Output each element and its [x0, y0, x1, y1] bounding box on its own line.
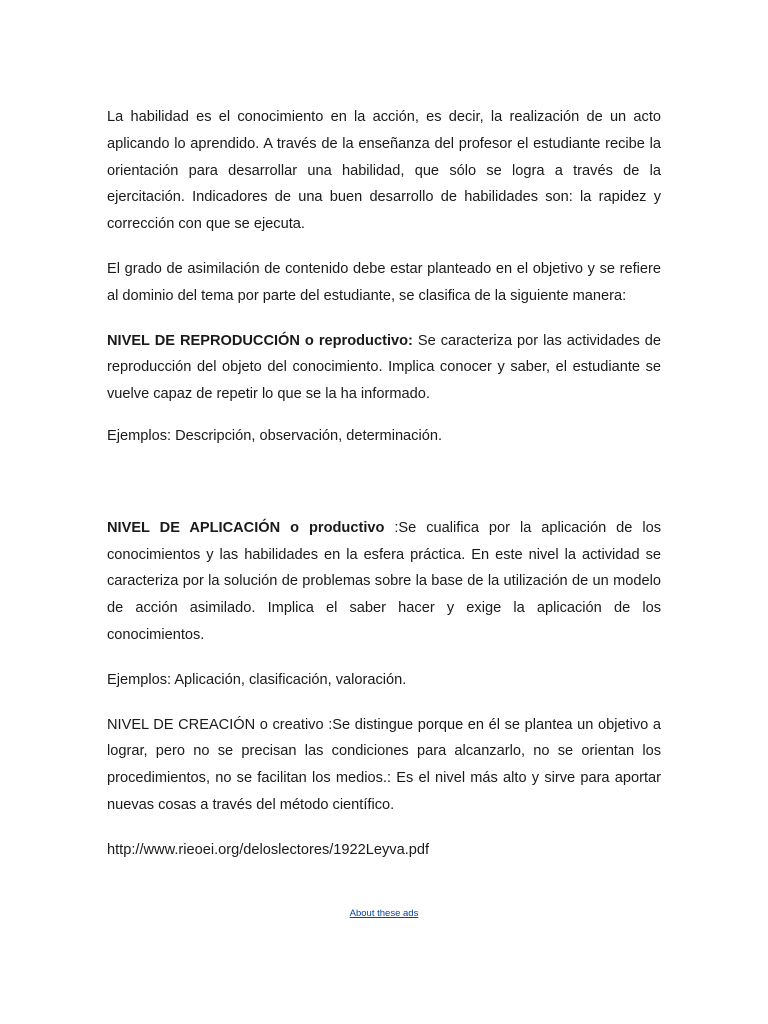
paragraph-nivel-aplicacion [107, 515, 661, 649]
paragraph-habilidad: La habilidad es el conocimiento en la acción, es decir, la realización de un acto aplicando lo aprendido. A través de la enseñanza del profesor el estudiante recibe la orientación para desarrollar una habilidad, que sólo se logra a través de la ejercitación. Indicadores de una buen desarrollo de habilidades son: la rapidez y corrección con que se ejecuta. [107, 109, 661, 233]
nivel-reproduccion-text: Se caracteriza por las actividades de reproducción del objeto del conocimiento. Implica conocer y saber, el estudiante se vuelve capaz de repetir lo que se la ha informado. [107, 332, 662, 403]
about-ads-link[interactable]: About these ads [349, 908, 419, 919]
paragraph-ejemplos-reproduccion: Ejemplos: Descripción, observación, determinación. [107, 427, 443, 444]
source-url: http://www.rieoei.org/deloslectores/1922Leyva.pdf [107, 841, 430, 858]
nivel-aplicacion-text: :Se cualifica por la aplicación de los conocimientos y las habilidades en la esfera práctica. En este nivel la actividad se caracteriza por la solución de problemas sobre la base de la utilización de un modelo de acción asimilado. Implica el saber hacer y exige la aplicación de los conocimientos. [107, 519, 661, 643]
nivel-aplicacion-heading: NIVEL DE APLICACIÓN o productivo [107, 519, 385, 536]
ads-notice [0, 908, 768, 919]
paragraph-grado-asimilacion: El grado de asimilación de contenido debe estar planteado en el objetivo y se refiere al dominio del tema por parte del estudiante, se clasifica de la siguiente manera: [107, 260, 661, 304]
paragraph-nivel-creacion: NIVEL DE CREACIÓN o creativo :Se distingue porque en él se plantea un objetivo a lograr, pero no se precisan las condiciones para alcanzarlo, no se orientan los procedimientos, no se facilitan los medios.: Es el nivel más alto y sirve para aportar nuevas cosas a través del método científico. [107, 716, 661, 813]
paragraph-ejemplos-aplicacion: Ejemplos: Aplicación, clasificación, valoración. [107, 671, 407, 688]
document-body [107, 104, 661, 864]
nivel-reproduccion-heading: NIVEL DE REPRODUCCIÓN o reproductivo: [107, 332, 413, 349]
paragraph-nivel-reproduccion [107, 328, 661, 408]
